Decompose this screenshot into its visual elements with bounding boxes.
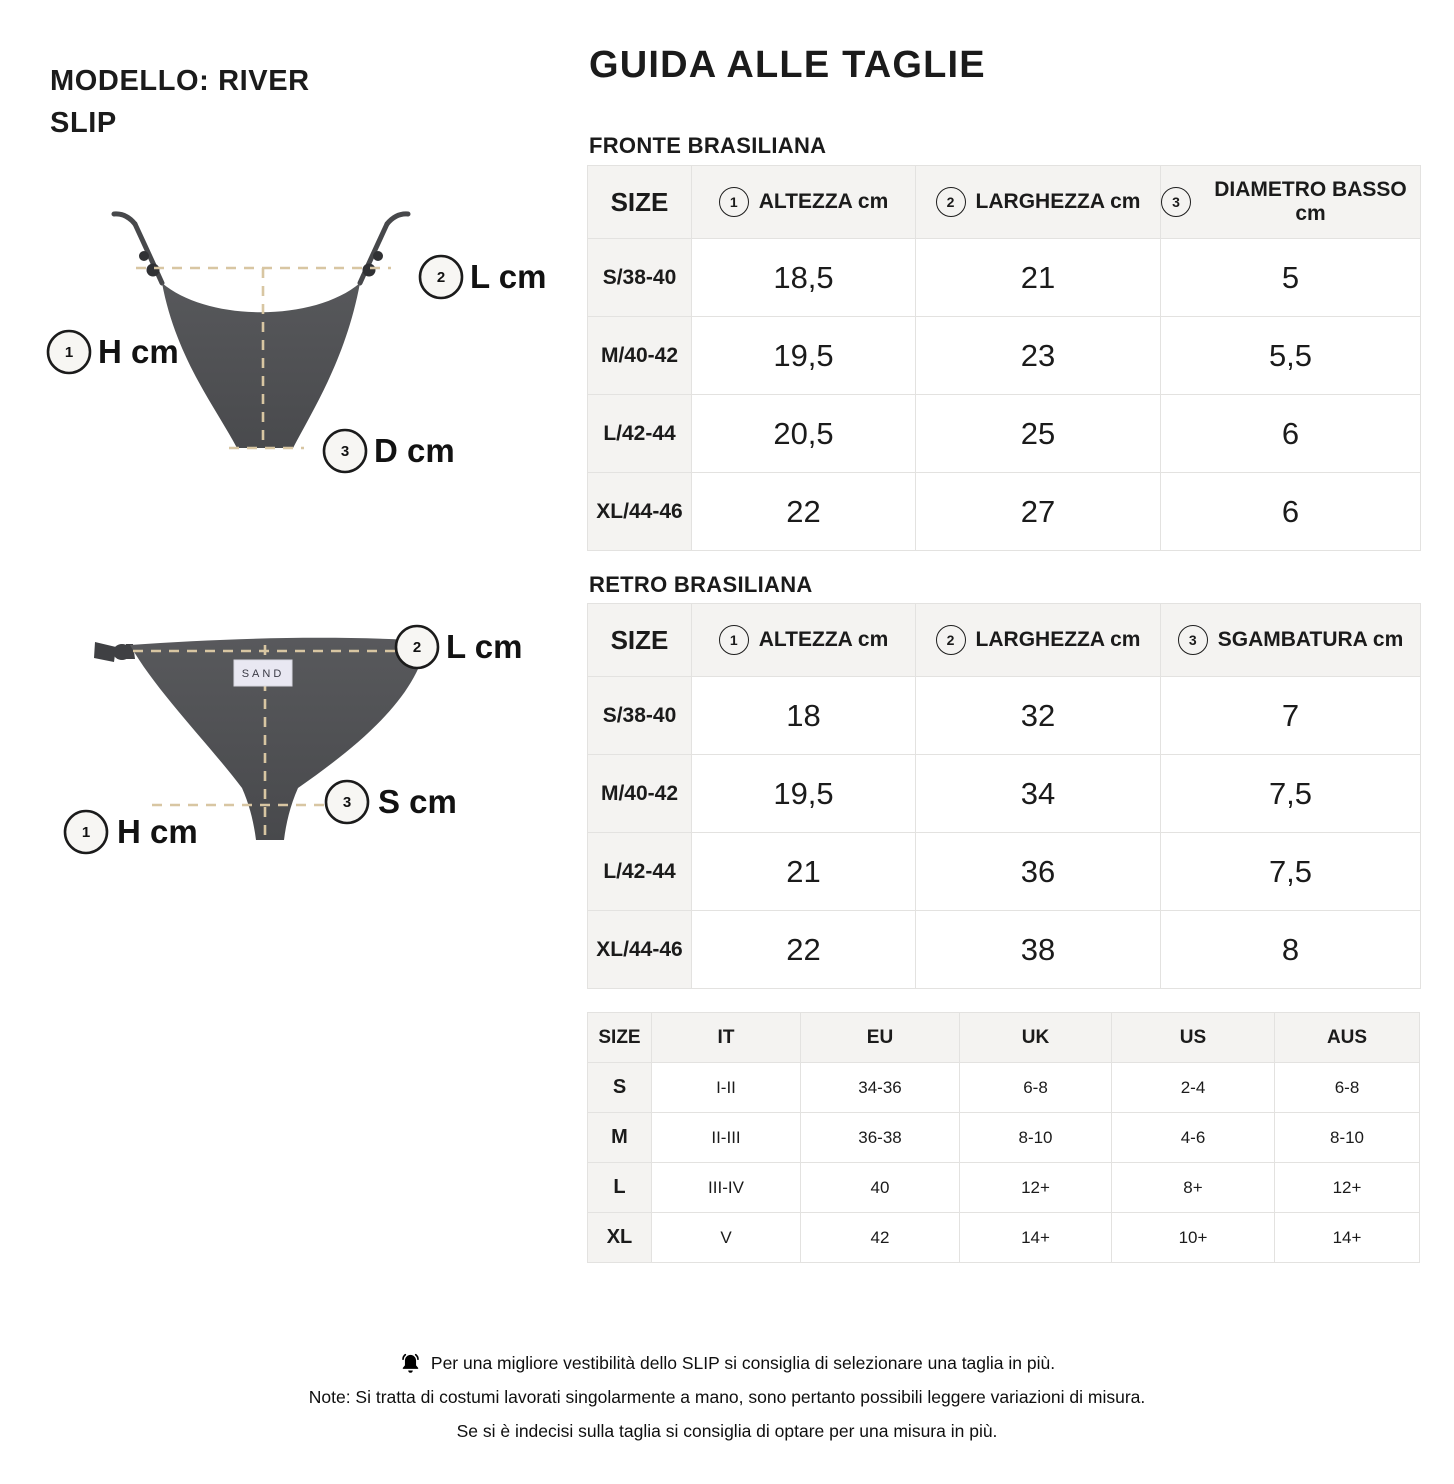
value-cell: 7,5 — [1161, 755, 1421, 833]
column-header-diametro — [1161, 166, 1421, 239]
table-row — [588, 239, 1421, 317]
footer-notes — [0, 1346, 1454, 1448]
value-cell: III-IV — [652, 1163, 801, 1213]
value-cell: 7 — [1161, 677, 1421, 755]
value-cell: 6-8 — [960, 1063, 1112, 1113]
value-cell: 18 — [692, 677, 916, 755]
measure-1-marker-icon: 1 — [719, 187, 749, 217]
front-label-H — [48, 331, 179, 373]
note-text: Per una migliore vestibilità dello SLIP si consiglia di selezionare una taglia in più. — [430, 1353, 1056, 1373]
value-cell: 42 — [801, 1213, 960, 1263]
table-row — [588, 473, 1421, 551]
measure-2-marker-icon: 2 — [936, 625, 966, 655]
table-row — [588, 395, 1421, 473]
value-cell: 2-4 — [1112, 1063, 1275, 1113]
front-label-D — [324, 430, 455, 472]
side-knot — [94, 642, 135, 662]
value-cell: I-II — [652, 1063, 801, 1113]
column-header-altezza — [692, 166, 916, 239]
back-measurements-table — [587, 603, 1421, 989]
svg-text:H cm: H cm — [117, 813, 198, 850]
back-label-L — [396, 626, 522, 668]
value-cell: 12+ — [960, 1163, 1112, 1213]
value-cell: 21 — [916, 239, 1161, 317]
value-cell: 36-38 — [801, 1113, 960, 1163]
value-cell: 8-10 — [960, 1113, 1112, 1163]
measure-3-marker-icon: 3 — [1161, 187, 1191, 217]
svg-text:L cm: L cm — [446, 628, 523, 665]
value-cell: 20,5 — [692, 395, 916, 473]
value-cell: V — [652, 1213, 801, 1263]
value-cell: 14+ — [960, 1213, 1112, 1263]
value-cell: 4-6 — [1112, 1113, 1275, 1163]
value-cell: 18,5 — [692, 239, 916, 317]
bell-icon — [399, 1352, 422, 1375]
value-cell: 5 — [1161, 239, 1421, 317]
table-row — [588, 1163, 1420, 1213]
value-cell: 25 — [916, 395, 1161, 473]
strap-beads — [139, 251, 383, 277]
front-section-title: FRONTE BRASILIANA — [589, 133, 827, 158]
value-cell: 5,5 — [1161, 317, 1421, 395]
value-cell: 6-8 — [1275, 1063, 1420, 1113]
svg-text:3: 3 — [342, 794, 352, 811]
value-cell: 8+ — [1112, 1163, 1275, 1213]
size-cell: M/40-42 — [588, 317, 692, 395]
table-header-row — [588, 166, 1421, 239]
value-cell: 19,5 — [692, 317, 916, 395]
value-cell: 14+ — [1275, 1213, 1420, 1263]
value-cell: 19,5 — [692, 755, 916, 833]
model-title-line1: MODELLO: RIVER — [50, 65, 310, 97]
value-cell: 40 — [801, 1163, 960, 1213]
value-cell: 38 — [916, 911, 1161, 989]
page-title: GUIDA ALLE TAGLIE — [589, 44, 986, 86]
table-row — [588, 755, 1421, 833]
svg-text:S cm: S cm — [378, 783, 457, 820]
svg-text:SAND: SAND — [241, 668, 285, 680]
size-conversion-table — [587, 1012, 1420, 1263]
size-cell: L — [588, 1163, 652, 1213]
value-cell: 22 — [692, 911, 916, 989]
value-cell: II-III — [652, 1113, 801, 1163]
column-header-label: DIAMETRO BASSO cm — [1214, 178, 1407, 225]
back-label-H — [65, 811, 198, 853]
value-cell: 12+ — [1275, 1163, 1420, 1213]
size-cell: XL/44-46 — [588, 473, 692, 551]
model-title-line2: SLIP — [50, 107, 117, 139]
column-header-it: IT — [652, 1013, 801, 1063]
size-cell: S/38-40 — [588, 677, 692, 755]
front-garment-shape — [162, 283, 360, 448]
back-label-S — [326, 781, 457, 823]
column-header-sgambatura — [1161, 604, 1421, 677]
column-header-size: SIZE — [588, 604, 692, 677]
size-cell: L/42-44 — [588, 833, 692, 911]
svg-text:2: 2 — [436, 269, 446, 286]
table-header-row — [588, 1013, 1420, 1063]
column-header-label: ALTEZZA cm — [758, 190, 889, 213]
column-header-larghezza — [916, 604, 1161, 677]
front-garment-diagram — [36, 188, 556, 488]
column-header-aus: AUS — [1275, 1013, 1420, 1063]
column-header-label: LARGHEZZA cm — [975, 190, 1141, 213]
svg-text:3: 3 — [340, 443, 350, 460]
column-header-us: US — [1112, 1013, 1275, 1063]
svg-text:2: 2 — [412, 639, 422, 656]
value-cell: 27 — [916, 473, 1161, 551]
column-header-label: ALTEZZA cm — [758, 628, 889, 651]
size-cell: L/42-44 — [588, 395, 692, 473]
measure-2-marker-icon: 2 — [936, 187, 966, 217]
front-label-L — [420, 256, 546, 298]
svg-text:1: 1 — [81, 824, 91, 841]
size-cell: XL — [588, 1213, 652, 1263]
column-header-eu: EU — [801, 1013, 960, 1063]
table-row — [588, 1063, 1420, 1113]
measure-1-marker-icon: 1 — [719, 625, 749, 655]
note-line-1 — [0, 1346, 1454, 1380]
column-header-uk: UK — [960, 1013, 1112, 1063]
value-cell: 8 — [1161, 911, 1421, 989]
column-header-size: SIZE — [588, 1013, 652, 1063]
note-line-2: Note: Si tratta di costumi lavorati singolarmente a mano, sono pertanto possibili leggere variazioni di misura. — [308, 1387, 1146, 1407]
size-cell: XL/44-46 — [588, 911, 692, 989]
value-cell: 36 — [916, 833, 1161, 911]
table-row — [588, 317, 1421, 395]
model-title — [50, 60, 480, 144]
table-row — [588, 677, 1421, 755]
note-line-3: Se si è indecisi sulla taglia si consiglia di optare per una misura in più. — [456, 1421, 998, 1441]
value-cell: 32 — [916, 677, 1161, 755]
table-row — [588, 911, 1421, 989]
value-cell: 34-36 — [801, 1063, 960, 1113]
value-cell: 21 — [692, 833, 916, 911]
size-cell: S/38-40 — [588, 239, 692, 317]
back-garment-diagram — [36, 588, 556, 888]
column-header-label: LARGHEZZA cm — [975, 628, 1141, 651]
value-cell: 22 — [692, 473, 916, 551]
measure-3-marker-icon: 3 — [1178, 625, 1208, 655]
column-header-altezza — [692, 604, 916, 677]
svg-text:1: 1 — [64, 344, 74, 361]
value-cell: 7,5 — [1161, 833, 1421, 911]
value-cell: 23 — [916, 317, 1161, 395]
svg-text:L cm: L cm — [470, 258, 547, 295]
front-measurements-table — [587, 165, 1421, 551]
table-header-row — [588, 604, 1421, 677]
column-header-larghezza — [916, 166, 1161, 239]
table-row — [588, 1213, 1420, 1263]
value-cell: 10+ — [1112, 1213, 1275, 1263]
size-cell: M — [588, 1113, 652, 1163]
column-header-label: SGAMBATURA cm — [1217, 628, 1404, 651]
value-cell: 34 — [916, 755, 1161, 833]
size-cell: M/40-42 — [588, 755, 692, 833]
table-row — [588, 833, 1421, 911]
back-section-title: RETRO BRASILIANA — [589, 572, 813, 597]
svg-text:H cm: H cm — [98, 333, 179, 370]
value-cell: 8-10 — [1275, 1113, 1420, 1163]
value-cell: 6 — [1161, 473, 1421, 551]
brand-tag — [234, 660, 292, 686]
column-header-size: SIZE — [588, 166, 692, 239]
size-cell: S — [588, 1063, 652, 1113]
svg-text:D cm: D cm — [374, 432, 455, 469]
value-cell: 6 — [1161, 395, 1421, 473]
table-row — [588, 1113, 1420, 1163]
